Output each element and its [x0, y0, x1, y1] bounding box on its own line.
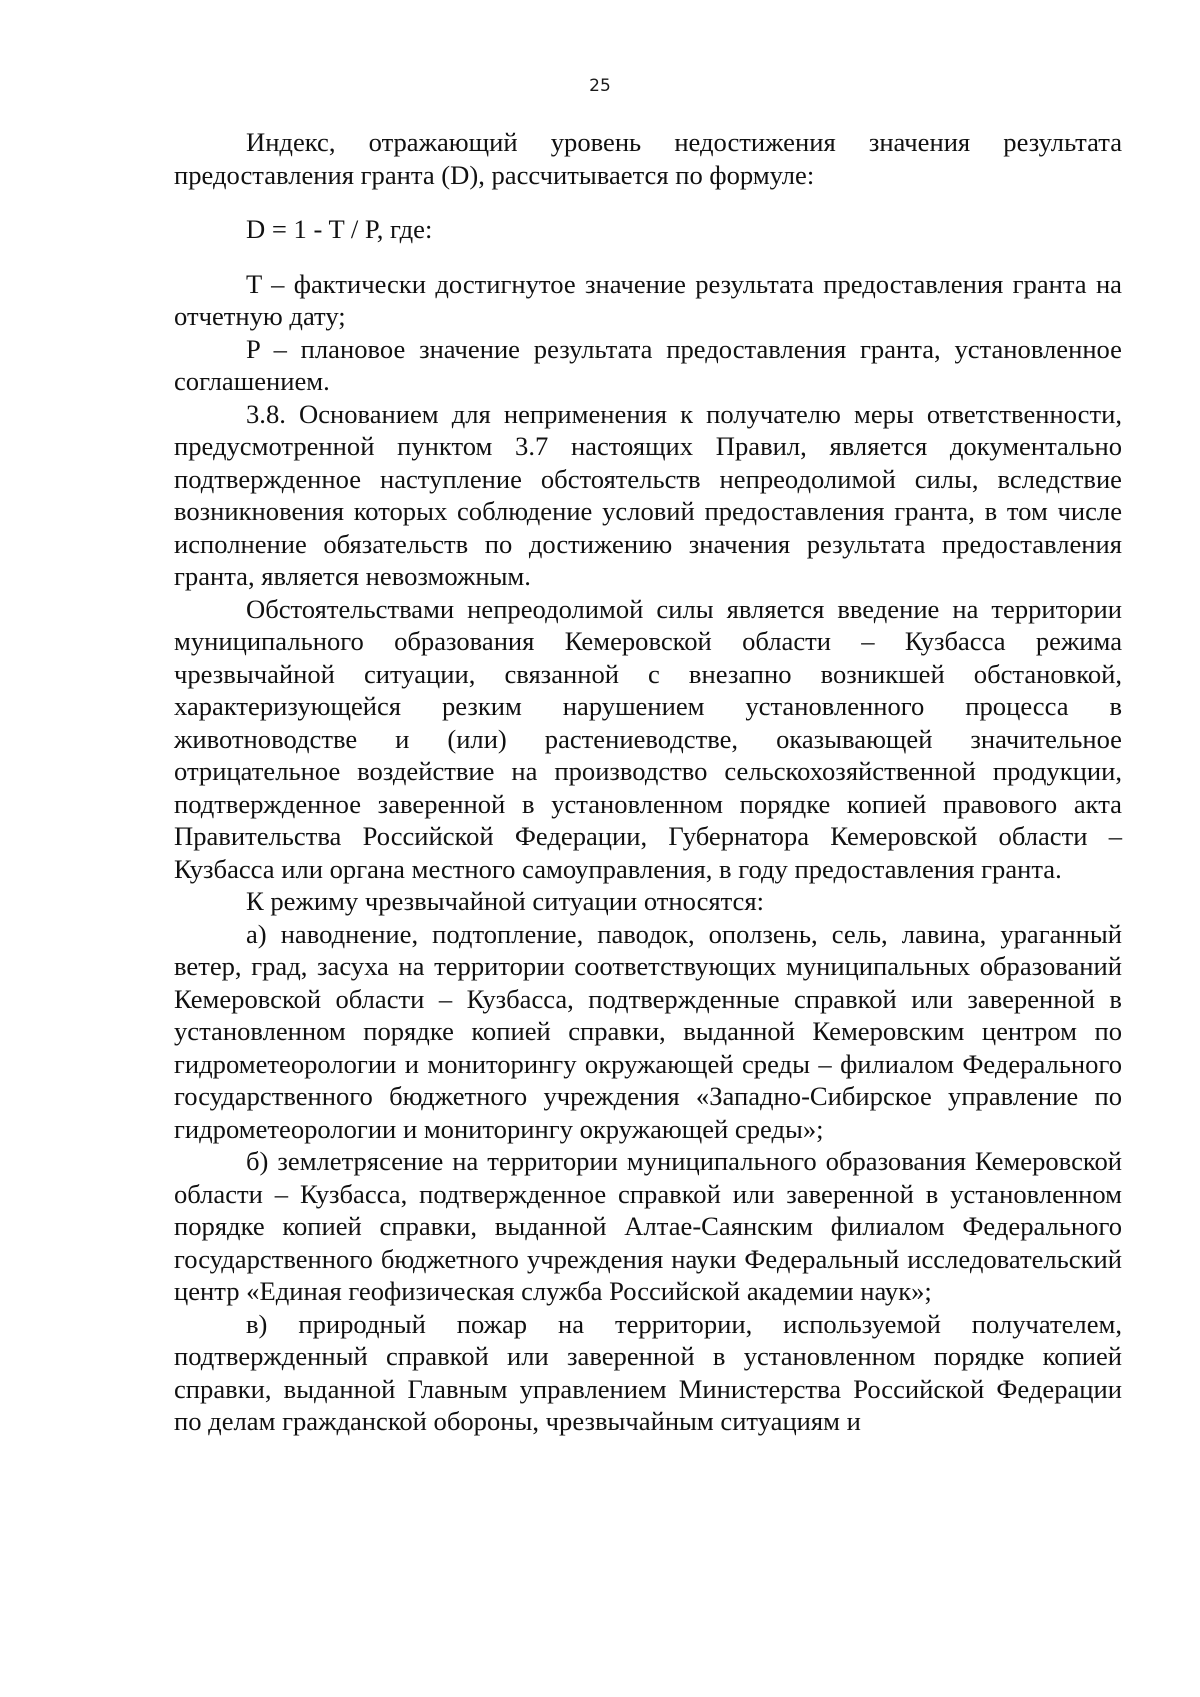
paragraph-force-majeure: Обстоятельствами непреодолимой силы является введение на территории муниципального образования Кемеровской области – Кузбасса режима чрезвычайной ситуации, связанной с внезапно возникшей обстановкой, характеризующейся резким нарушением установленного процесса в животноводстве и (или) растениеводстве, оказывающей значительное отрицательное воздействие на производство сельскохозяйственной продукции, подтвержденное заверенной в установленном порядке копией правового акта Правительства Российской Федерации, Губернатора Кемеровской области – Кузбасса или органа местного самоуправления, в году предоставления гранта.	[174, 593, 1122, 884]
paragraph-index-definition: Индекс, отражающий уровень недостижения значения результата предоставления гранта (D), рассчитывается по формуле:	[174, 127, 1122, 190]
paragraph-emergency-intro: К режиму чрезвычайной ситуации относятся:	[246, 886, 764, 916]
paragraph-formula: D = 1 - T / P, где:	[246, 214, 433, 244]
paragraph-section-3-8: 3.8. Основанием для неприменения к получателю меры ответственности, предусмотренной пунктом 3.7 настоящих Правил, является документально подтвержденное наступление обстоятельств непреодолимой силы, вследствие возникновения которых соблюдение условий предоставления гранта, в том числе исполнение обязательств по достижению значения результата предоставления гранта, является невозможным.	[174, 398, 1122, 591]
document-body	[174, 126, 1122, 1438]
page-number: 25	[589, 76, 611, 96]
paragraph-item-b: б) землетрясение на территории муниципального образования Кемеровской области – Кузбасса, подтвержденное справкой или заверенной в установленном порядке копией справки, выданной Алтае-Саянским филиалом Федерального государственного бюджетного учреждения науки Федеральный исследовательский центр «Единая геофизическая служба Российской академии наук»;	[174, 1146, 1122, 1306]
paragraph-p-definition: P – плановое значение результата предоставления гранта, установленное соглашением.	[174, 333, 1122, 396]
paragraph-item-a: а) наводнение, подтопление, паводок, оползень, сель, лавина, ураганный ветер, град, засуха на территории соответствующих муниципальных образований Кемеровской области – Кузбасса, подтвержденные справкой или заверенной в установленном порядке копией справки, выданной Кемеровским центром по гидрометеорологии и мониторингу окружающей среды – филиалом Федерального государственного бюджетного учреждения «Западно-Сибирское управление по гидрометеорологии и мониторингу окружающей среды»;	[174, 918, 1122, 1144]
paragraph-t-definition: T – фактически достигнутое значение результата предоставления гранта на отчетную дату;	[174, 268, 1122, 331]
paragraph-item-v: в) природный пожар на территории, используемой получателем, подтвержденный справкой или заверенной в установленном порядке копией справки, выданной Главным управлением Министерства Российской Федерации по делам гражданской обороны, чрезвычайным ситуациям и	[174, 1308, 1122, 1436]
